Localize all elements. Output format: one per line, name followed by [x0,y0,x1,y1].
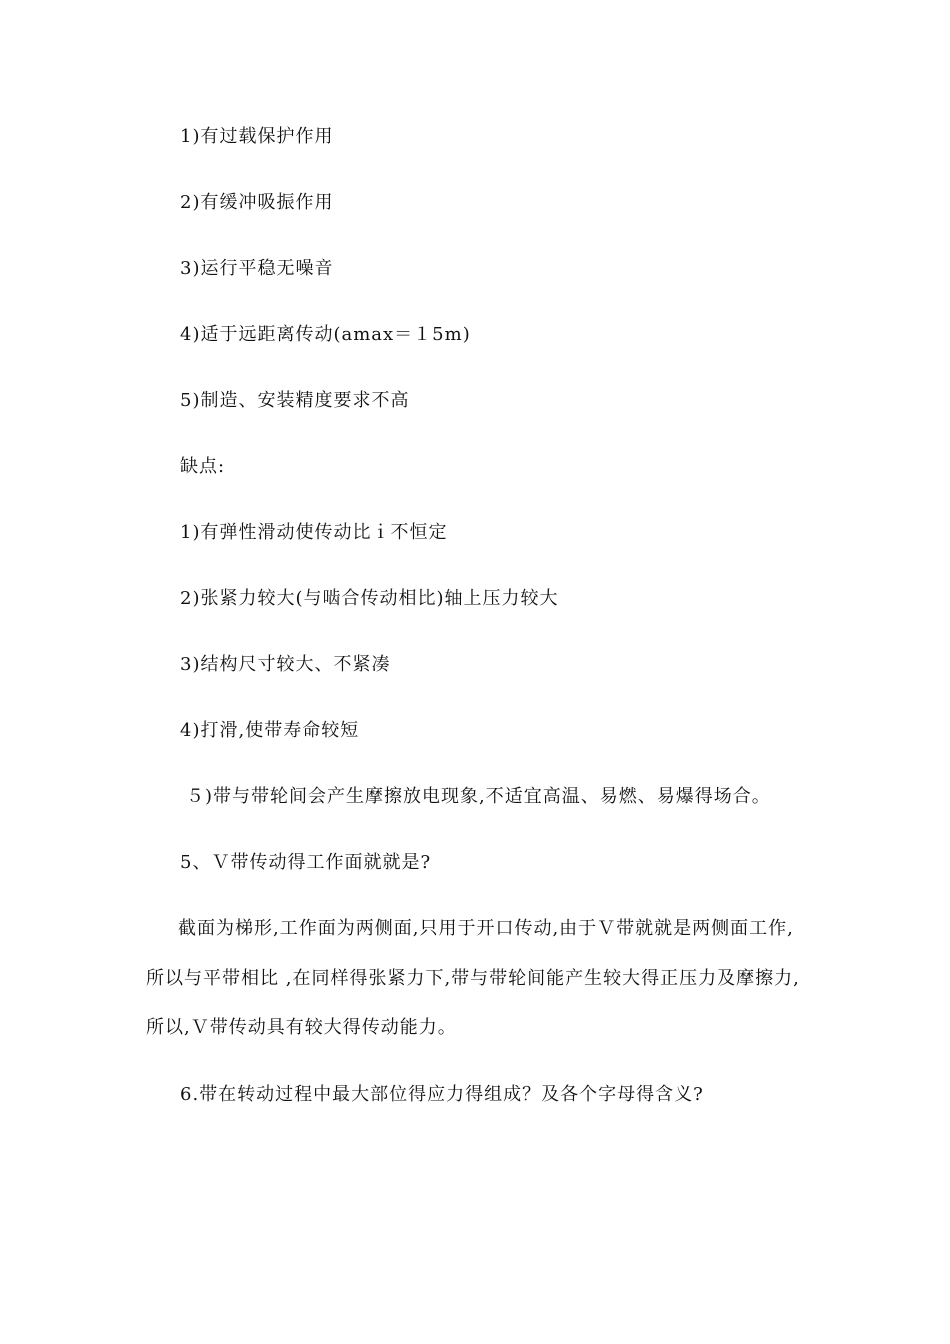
advantage-item-2: 2)有缓冲吸振作用 [180,192,334,213]
question-6: 6.带在转动过程中最大部位得应力得组成？及各个字母得含义? [180,1084,704,1105]
answer-5-line-3: 所以,Ｖ带传动具有较大得传动能力。 [146,1017,457,1038]
question-5: 5、Ｖ带传动得工作面就就是? [180,852,432,873]
disadvantage-item-3: 3)结构尺寸较大、不紧凑 [180,654,391,675]
answer-5-line-2: 所以与平带相比 ,在同样得张紧力下,带与带轮间能产生较大得正压力及摩擦力, [146,968,800,989]
advantage-item-4: 4)适于远距离传动(amax＝１5m) [180,324,471,345]
advantage-item-3: 3)运行平稳无噪音 [180,258,334,279]
advantage-item-1: 1)有过载保护作用 [180,126,334,147]
disadvantage-item-1: 1)有弹性滑动使传动比ｉ不恒定 [180,522,448,543]
disadvantage-item-4: 4)打滑,使带寿命较短 [180,720,360,741]
disadvantage-item-2: 2)张紧力较大(与啮合传动相比)轴上压力较大 [180,588,559,609]
disadvantages-heading: 缺点: [180,456,226,477]
advantage-item-5: 5)制造、安装精度要求不高 [180,390,410,411]
answer-5-line-1: 截面为梯形,工作面为两侧面,只用于开口传动,由于Ｖ带就就是两侧面工作, [178,918,794,939]
disadvantage-item-5: ５)带与带轮间会产生摩擦放电现象,不适宜高温、易燃、易爆得场合。 [186,786,771,807]
